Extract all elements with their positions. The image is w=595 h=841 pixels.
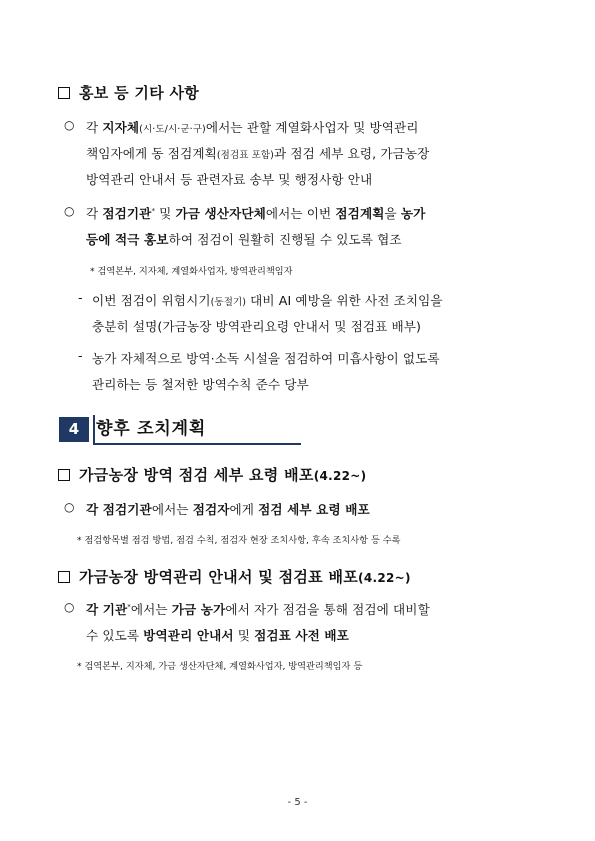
dash-mark: - [78,348,83,363]
paragraph-line: 등에 적극 홍보하여 점검이 원활히 진행될 수 있도록 협조 [86,232,402,247]
square-bullet-icon [58,571,70,583]
heading-divider [93,415,95,444]
circle-bullet-icon: ○ [64,118,75,132]
paragraph-line: 방역관리 안내서 등 관련자료 송부 및 행정사항 안내 [86,172,373,187]
section-number-badge: 4 [59,417,89,442]
footnote: * 점검항목별 점검 방법, 점검 수칙, 점검자 현장 조치사항, 후속 조치사항 등 수록 [77,535,401,546]
dash-mark: - [78,290,83,305]
heading-underline [93,443,301,445]
paragraph-line: 각 지자체(시·도/시·군·구)에서는 관할 계열화사업자 및 방역관리 [86,120,419,135]
paragraph-line: 책임자에게 동 점검계획(점검표 포함)과 점검 세부 요령, 가금농장 [86,146,430,161]
footnote: * 검역본부, 지자체, 가금 생산자단체, 계열화사업자, 방역관리책임자 등 [77,661,363,672]
subsection-heading: 가금농장 방역관리 안내서 및 점검표 배포(4.22~) [58,566,411,587]
square-bullet-icon [58,469,70,481]
paragraph-line: 각 점검기관* 및 가금 생산자단체에서는 이번 점검계획을 농가 [86,206,426,221]
paragraph-line: 각 점검기관에서는 점검자에게 점검 세부 요령 배포 [86,502,370,517]
square-bullet-icon [58,87,70,99]
circle-bullet-icon: ○ [64,500,75,514]
section-heading-publicity: 홍보 등 기타 사항 [58,82,199,103]
subsection-heading: 가금농장 방역 점검 세부 요령 배포(4.22~) [58,464,366,485]
footnote: * 검역본부, 지자체, 계열화사업자, 방역관리책임자 [90,266,293,277]
paragraph-line: 농가 자체적으로 방역·소독 시설을 점검하여 미흡사항이 없도록 [92,351,440,366]
page-number: - 5 - [287,797,308,808]
paragraph-line: 수 있도록 방역관리 안내서 및 점검표 사전 배포 [86,628,349,643]
circle-bullet-icon: ○ [64,600,75,614]
section-title: 향후 조치계획 [96,419,207,439]
paragraph-line: 이번 점검이 위험시기(동절기) 대비 AI 예방을 위한 사전 조치임을 [92,293,443,308]
paragraph-line: 각 기관*에서는 가금 농가에서 자가 점검을 통해 점검에 대비할 [86,602,430,617]
circle-bullet-icon: ○ [64,204,75,218]
paragraph-line: 충분히 설명(가금농장 방역관리요령 안내서 및 점검표 배부) [92,319,422,334]
paragraph-line: 관리하는 등 철저한 방역수칙 준수 당부 [92,377,309,392]
